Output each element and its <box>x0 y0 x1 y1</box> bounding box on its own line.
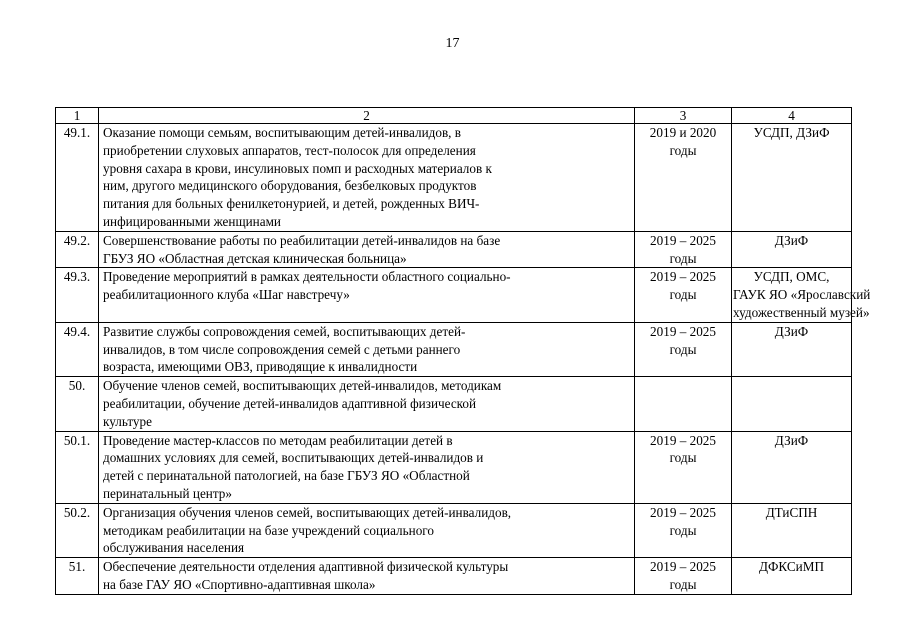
measure-cell-line: Обучение членов семей, воспитывающих детей-инвалидов, методикам <box>103 378 502 394</box>
header-cell-measure: 2 <box>99 108 635 124</box>
header-cell-term: 3 <box>635 108 732 124</box>
measure-cell-line: Проведение мастер-классов по методам реабилитации детей в <box>103 432 453 448</box>
measure-cell-line: приобретении слуховых аппаратов, тест-полосок для определения <box>103 142 476 158</box>
executor-cell <box>732 503 852 557</box>
page-number: 17 <box>445 36 460 51</box>
term-cell-line: 2019 и 2020 <box>649 125 717 140</box>
measure-cell-line: на базе ГАУ ЯО «Спортивно-адаптивная школа» <box>103 576 376 592</box>
measure-cell-line: ним, другого медицинского оборудования, безбелковых продуктов <box>103 178 477 194</box>
executor-cell-line: ДФКСиМП <box>759 559 824 575</box>
measure-cell-line: Развитие службы сопровождения семей, воспитывающих детей- <box>103 323 466 339</box>
executor-cell-line: ДЗиФ <box>774 232 809 248</box>
measure-cell-line: реабилитации, обучение детей-инвалидов адаптивной физической <box>103 395 477 411</box>
table-body <box>56 124 871 595</box>
term-cell <box>635 558 732 595</box>
term-cell-line: 2019 – 2025 <box>650 432 716 448</box>
term-cell-line: годы <box>669 287 697 303</box>
term-cell <box>635 268 732 322</box>
executor-cell-line: УСДП, ДЗиФ <box>753 125 830 140</box>
term-cell-line: годы <box>669 576 697 592</box>
term-cell <box>635 322 732 376</box>
term-cell-line: годы <box>669 250 697 266</box>
executor-cell-line: ДТиСПН <box>765 504 818 520</box>
measure-cell-line: уровня сахара в крови, инсулиновых помп и расходных материалов к <box>103 160 492 176</box>
term-cell <box>635 503 732 557</box>
table-row <box>56 558 852 595</box>
measure-cell-line: возраста, имеющими ОВЗ, приводящие к инвалидности <box>103 359 418 375</box>
measure-cell-line: детей с перинатальной патологией, на базе ГБУЗ ЯО «Областной <box>103 468 470 484</box>
header-cell-executor: 4 <box>732 108 852 124</box>
executor-cell-line: ДЗиФ <box>774 432 809 448</box>
term-cell-line: 2019 – 2025 <box>650 323 716 339</box>
table-row <box>56 322 852 376</box>
measures-table <box>55 107 871 595</box>
header-row <box>56 108 852 124</box>
measure-cell-line: инвалидов, в том числе сопровождения семей с детьми раннего <box>103 341 461 357</box>
term-cell-line: 2019 – 2025 <box>650 504 716 520</box>
term-cell-line: годы <box>669 450 697 466</box>
measures-table-container <box>55 107 871 595</box>
header-cell-number: 1 <box>56 108 99 124</box>
table-row <box>56 124 852 232</box>
executor-cell <box>732 431 852 503</box>
executor-cell-line: УСДП, ОМС, <box>753 269 830 285</box>
executor-cell-line: художественный музей» <box>733 304 870 320</box>
term-cell-line: годы <box>669 341 697 357</box>
row-number-cell: 50.2. <box>56 503 99 557</box>
term-cell <box>635 431 732 503</box>
measure-cell <box>99 377 635 431</box>
table-row <box>56 268 852 322</box>
row-number-cell: 49.1. <box>56 124 99 232</box>
row-number-cell: 49.2. <box>56 231 99 268</box>
measure-cell <box>99 558 635 595</box>
measure-cell-line: методикам реабилитации на базе учреждений социального <box>103 522 434 538</box>
measure-cell-line: Организация обучения членов семей, воспитывающих детей-инвалидов, <box>103 504 512 520</box>
executor-cell <box>732 322 852 376</box>
executor-cell <box>732 231 852 268</box>
executor-cell <box>732 124 852 232</box>
measure-cell-line: Совершенствование работы по реабилитации детей-инвалидов на базе <box>103 232 501 248</box>
executor-cell <box>732 377 852 431</box>
term-cell <box>635 124 732 232</box>
measure-cell <box>99 231 635 268</box>
row-number-cell: 49.4. <box>56 322 99 376</box>
table-row <box>56 231 852 268</box>
executor-cell-line: ДЗиФ <box>774 323 809 339</box>
executor-cell <box>732 558 852 595</box>
measure-cell-line: Обеспечение деятельности отделения адаптивной физической культуры <box>103 559 509 575</box>
measure-cell-line: реабилитационного клуба «Шаг навстречу» <box>103 287 350 303</box>
measure-cell <box>99 431 635 503</box>
term-cell-line: годы <box>669 522 697 538</box>
executor-cell-line: ГАУК ЯО «Ярославский <box>733 287 871 303</box>
measure-cell-line: Проведение мероприятий в рамках деятельности областного социально- <box>103 269 511 285</box>
measure-cell-line: обслуживания населения <box>103 540 245 556</box>
term-cell-line: 2019 – 2025 <box>650 559 716 575</box>
row-number-cell: 50.1. <box>56 431 99 503</box>
term-cell-line: годы <box>669 142 697 158</box>
table-row <box>56 503 852 557</box>
measure-cell-line: ГБУЗ ЯО «Областная детская клиническая больница» <box>103 250 407 266</box>
measure-cell <box>99 322 635 376</box>
measure-cell-line: культуре <box>103 413 152 429</box>
term-cell <box>635 231 732 268</box>
row-number-cell: 51. <box>56 558 99 595</box>
table-row <box>56 431 852 503</box>
measure-cell-line: Оказание помощи семьям, воспитывающим детей-инвалидов, в <box>103 125 462 140</box>
term-cell-line: 2019 – 2025 <box>650 232 716 248</box>
table-row <box>56 377 852 431</box>
measure-cell <box>99 268 635 322</box>
term-cell-line: 2019 – 2025 <box>650 269 716 285</box>
measure-cell <box>99 124 635 232</box>
measure-cell-line: инфицированными женщинами <box>103 213 281 229</box>
measure-cell <box>99 503 635 557</box>
measure-cell-line: питания для больных фенилкетонурией, и детей, рожденных ВИЧ- <box>103 196 480 212</box>
term-cell <box>635 377 732 431</box>
row-number-cell: 50. <box>56 377 99 431</box>
measure-cell-line: домашних условиях для семей, воспитывающих детей-инвалидов и <box>103 450 484 466</box>
row-number-cell: 49.3. <box>56 268 99 322</box>
measure-cell-line: перинатальный центр» <box>103 485 232 501</box>
executor-cell <box>732 268 871 322</box>
